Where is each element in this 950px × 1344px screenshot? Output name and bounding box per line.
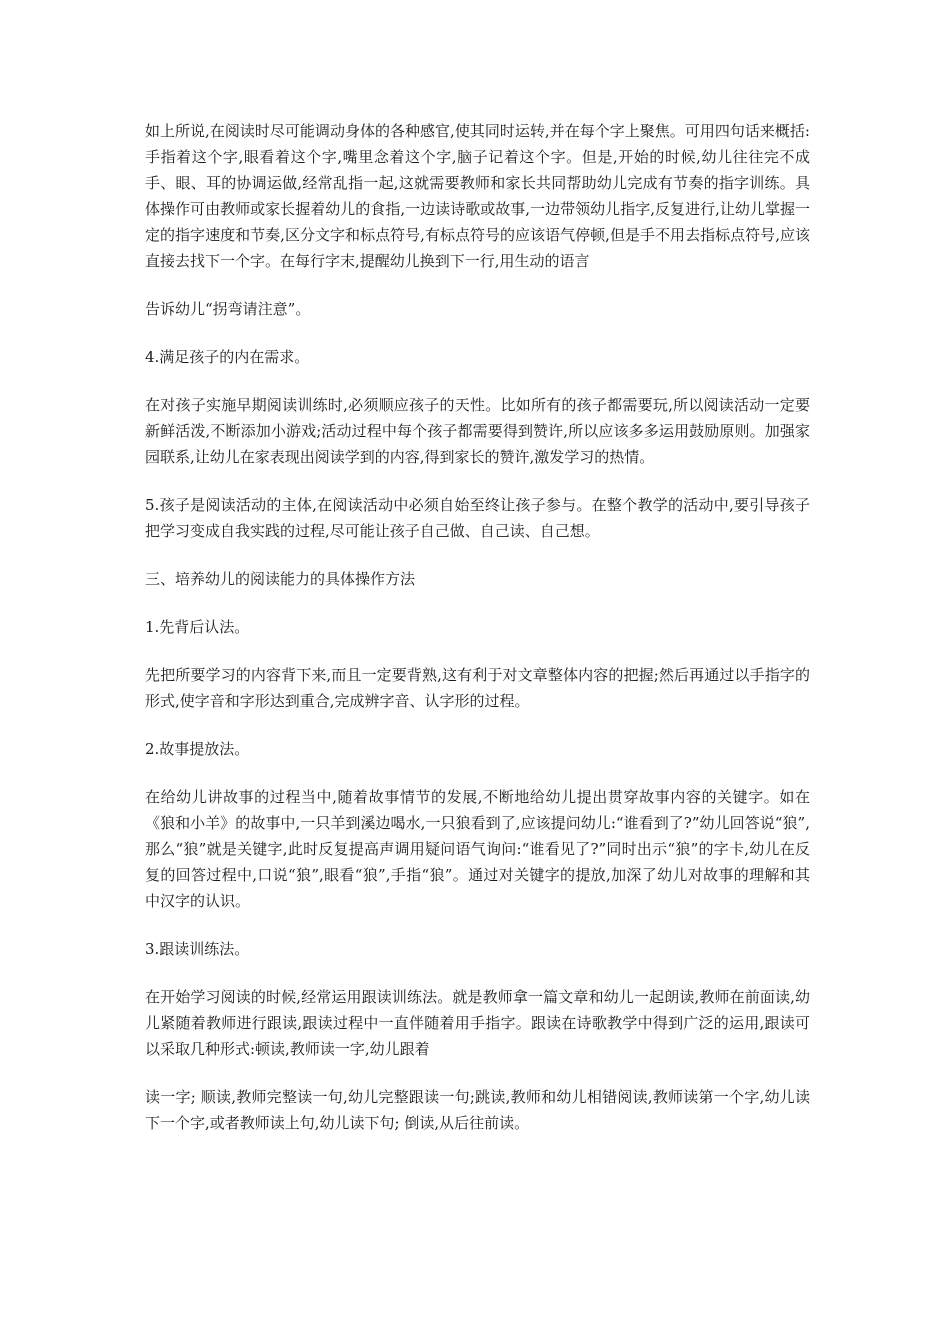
heading-inner-needs: 4.满足孩子的内在需求。 [145, 348, 310, 366]
heading-follow-reading: 3.跟读训练法。 [145, 940, 250, 958]
paragraph-reading-forms: 读一字; 顺读,教师完整读一句,幼儿完整跟读一句;跳读,教师和幼儿相错阅读,教师读第一个字,幼儿读下一个字,或者教师读上句,幼儿读下句; 倒读,从后往前读。 [145, 1088, 810, 1132]
paragraph-recite-first: 先把所要学习的内容背下来,而且一定要背熟,这有利于对文章整体内容的把握;然后再通过以手指字的形式,使字音和字形达到重合,完成辨字音、认字形的过程。 [145, 666, 810, 710]
heading-story-method: 2.故事提放法。 [145, 740, 250, 758]
document-page [145, 118, 810, 1158]
heading-section-three: 三、培养幼儿的阅读能力的具体操作方法 [145, 570, 416, 588]
paragraph-follow-reading: 在开始学习阅读的时候,经常运用跟读训练法。就是教师拿一篇文章和幼儿一起朗读,教师在前面读,幼儿紧随着教师进行跟读,跟读过程中一直伴随着用手指字。跟读在诗歌教学中得到广泛的运用,跟读可以采取几种形式:顿读,教师读一字,幼儿跟着 [145, 988, 810, 1058]
paragraph-turn-notice: 告诉幼儿“拐弯请注意”。 [145, 300, 311, 318]
paragraph-story-method: 在给幼儿讲故事的过程当中,随着故事情节的发展,不断地给幼儿提出贯穿故事内容的关键字。如在《狼和小羊》的故事中,一只羊到溪边喝水,一只狼看到了,应该提问幼儿:“谁看到了?”幼儿回答说“狼”,那么“狼”就是关键字,此时反复提高声调用疑问语气询问:“谁看见了?”同时出示“狼”的字卡,幼儿在反复的回答过程中,口说“狼”,眼看“狼”,手指“狼”。通过对关键字的提放,加深了幼儿对故事的理解和其中汉字的认识。 [145, 788, 810, 910]
paragraph-child-subject: 5.孩子是阅读活动的主体,在阅读活动中必须自始至终让孩子参与。在整个教学的活动中,要引导孩子把学习变成自我实践的过程,尽可能让孩子自己做、自己读、自己想。 [145, 496, 810, 540]
paragraph-inner-needs: 在对孩子实施早期阅读训练时,必须顺应孩子的天性。比如所有的孩子都需要玩,所以阅读活动一定要新鲜活泼,不断添加小游戏;活动过程中每个孩子都需要得到赞许,所以应该多多运用鼓励原则。加强家园联系,让幼儿在家表现出阅读学到的内容,得到家长的赞许,激发学习的热情。 [145, 396, 810, 466]
heading-recite-first: 1.先背后认法。 [145, 618, 250, 636]
paragraph-finger-pointing: 如上所说,在阅读时尽可能调动身体的各种感官,使其同时运转,并在每个字上聚焦。可用四句话来概括:手指着这个字,眼看着这个字,嘴里念着这个字,脑子记着这个字。但是,开始的时候,幼儿往往完不成手、眼、耳的协调运做,经常乱指一起,这就需要教师和家长共同帮助幼儿完成有节奏的指字训练。具体操作可由教师或家长握着幼儿的食指,一边读诗歌或故事,一边带领幼儿指字,反复进行,让幼儿掌握一定的指字速度和节奏,区分文字和标点符号,有标点符号的应该语气停顿,但是手不用去指标点符号,应该直接去找下一个字。在每行字末,提醒幼儿换到下一行,用生动的语言 [145, 122, 810, 270]
